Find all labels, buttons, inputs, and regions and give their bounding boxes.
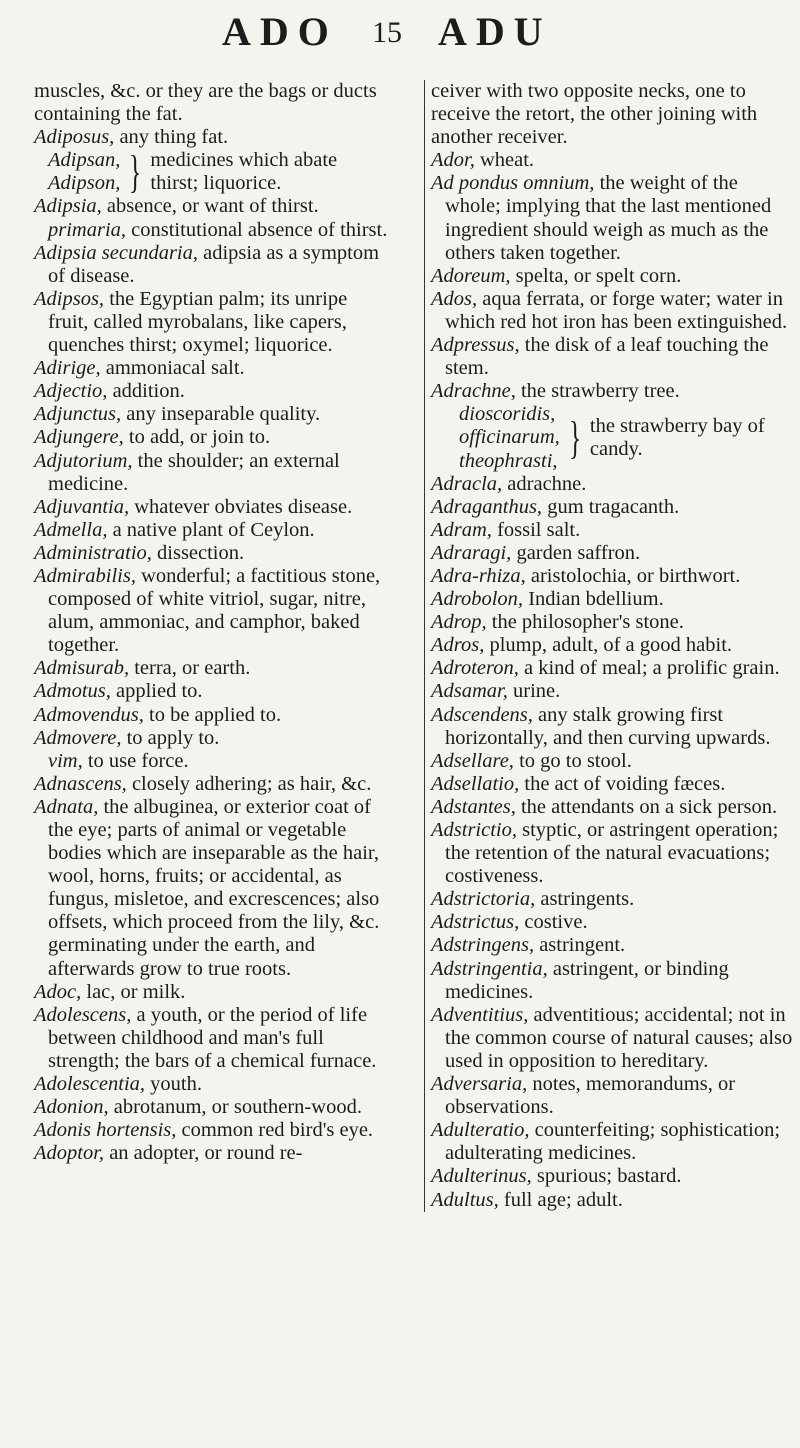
entry-definition: absence, or want of thirst. <box>101 195 319 218</box>
dictionary-entry <box>431 911 793 934</box>
entry-headword: Adstrictoria, <box>431 888 536 911</box>
entry-definition: to be applied to. <box>143 703 282 726</box>
entry-headword: Adoptor, <box>34 1142 105 1165</box>
entry-definition: notes, memorandums, or observations. <box>445 1073 736 1119</box>
dictionary-entry <box>34 380 390 403</box>
entry-definition: spurious; bastard. <box>531 1165 682 1188</box>
entry-definition: common red bird's eye. <box>176 1119 374 1142</box>
entry-headword: Adonion, <box>34 1096 109 1119</box>
left-column <box>34 80 390 1165</box>
page-header <box>0 8 800 68</box>
entry-definition: aristolochia, or birthwort. <box>525 564 741 587</box>
entry-definition: youth. <box>145 1073 202 1096</box>
entry-definition: ammoniacal salt. <box>100 357 245 380</box>
dictionary-entry <box>34 426 390 449</box>
entry-headword: Adjungere, <box>34 426 124 449</box>
entry-headword: Adolescens, <box>34 1003 132 1026</box>
dictionary-entry <box>431 380 793 403</box>
entry-definition: fossil salt. <box>491 518 581 541</box>
entry-headword: Adipsia, <box>34 195 102 218</box>
entry-definition: a youth, or the period of life between childhood and man's full strength; the bars of a chemical furnace. <box>48 1003 377 1072</box>
dictionary-entry <box>34 796 390 981</box>
running-head-left: ADO <box>222 9 338 54</box>
entry-headword: Adipsan, <box>48 149 121 172</box>
entry-definition: ceiver with two opposite necks, one to receive the retort, the other joining with another receiver. <box>431 80 758 149</box>
dictionary-entry <box>34 542 390 565</box>
dictionary-entry <box>431 496 793 519</box>
entry-definition: the weight of the whole; implying that the last mentioned ingredient should weigh as much as the others taken together. <box>445 172 772 264</box>
entry-headword: officinarum, <box>459 426 560 449</box>
entry-definition: wonderful; a factitious stone, composed of white vitriol, sugar, nitre, alum, ammoniac, and camphor, baked together. <box>48 564 381 657</box>
entry-definition: the strawberry tree. <box>515 380 680 403</box>
dictionary-entry <box>431 657 793 680</box>
entry-headword: Adracla, <box>431 472 503 495</box>
entry-definition: counterfeiting; sophistication; adulterating medicines. <box>445 1119 781 1165</box>
dictionary-entry <box>431 958 793 1004</box>
dictionary-entry <box>431 680 793 703</box>
entry-definition: to go to stool. <box>513 749 632 772</box>
entry-definition: medicines which abate thirst; liquorice. <box>150 149 338 195</box>
entry-headword: Adraganthus, <box>431 495 543 518</box>
dictionary-entry <box>34 1096 390 1119</box>
entry-headword: Adventitius, <box>431 1003 529 1026</box>
dictionary-entry <box>34 1073 390 1096</box>
dictionary-entry <box>431 1165 793 1188</box>
dictionary-entry <box>431 172 793 264</box>
entry-definition: closely adhering; as hair, &c. <box>126 772 372 795</box>
entry-headword: Adsellare, <box>431 749 514 772</box>
right-column <box>424 80 793 1212</box>
entry-definition: adrachne. <box>502 472 587 495</box>
dictionary-entry <box>34 565 390 657</box>
dictionary-entry <box>431 750 793 773</box>
dictionary-entry <box>34 727 390 750</box>
entry-headword: Adulteratio, <box>431 1119 530 1142</box>
entry-headword: Adjutorium, <box>34 449 133 472</box>
entry-headword: Adipsos, <box>34 287 105 310</box>
entry-definition: dissection. <box>151 541 245 564</box>
entry-headword: Adscendens, <box>431 703 533 726</box>
entry-definition: applied to. <box>110 680 203 703</box>
entry-headword: Adraragi, <box>431 541 512 564</box>
dictionary-entry <box>431 1004 793 1073</box>
entry-definition: the shoulder; an external medicine. <box>48 449 340 495</box>
dictionary-entry <box>431 796 793 819</box>
entry-headword: dioscoridis, <box>459 403 556 426</box>
entry-headword: Adstantes, <box>431 795 516 818</box>
dictionary-entry <box>431 611 793 634</box>
entry-definition: abrotanum, or southern-wood. <box>108 1096 362 1119</box>
dictionary-entry <box>431 634 793 657</box>
dictionary-entry <box>431 542 793 565</box>
entry-headword: vim, <box>48 749 83 772</box>
running-head-right: ADU <box>438 9 552 54</box>
entry-definition: spelta, or spelt corn. <box>510 264 682 287</box>
entry-headword: Adnata, <box>34 795 99 818</box>
entry-definition: the act of voiding fæces. <box>519 772 726 795</box>
dictionary-entry <box>34 403 390 426</box>
dictionary-entry <box>34 750 390 773</box>
entry-headword: Ador, <box>431 149 475 172</box>
dictionary-entry <box>431 403 793 472</box>
dictionary-entry <box>34 146 390 198</box>
dictionary-entry <box>431 473 793 496</box>
dictionary-entry <box>431 334 793 380</box>
dictionary-entry <box>34 1119 390 1142</box>
entry-headword: Adjectio, <box>34 380 108 403</box>
entry-headword: Admirabilis, <box>34 564 136 587</box>
dictionary-entry <box>431 565 793 588</box>
dictionary-entry <box>431 1189 793 1212</box>
entry-definition: garden saffron. <box>511 541 641 564</box>
dictionary-entry <box>431 1119 793 1165</box>
entry-definition: addition. <box>107 380 185 403</box>
entry-headword: Adoreum, <box>431 264 511 287</box>
entry-definition: lac, or milk. <box>81 980 186 1003</box>
entry-definition: an adopter, or round re- <box>104 1142 303 1165</box>
entry-headword: Adra-rhiza, <box>431 564 526 587</box>
entry-definition: astringents. <box>535 888 635 911</box>
entry-definition: plump, adult, of a good habit. <box>484 634 733 657</box>
entry-headword: Admovere, <box>34 726 122 749</box>
entry-definition: adipsia as a symptom of disease. <box>48 241 380 287</box>
dictionary-entry <box>34 288 390 357</box>
entry-headword: Adrobolon, <box>431 588 524 611</box>
entry-headword: Adonis hortensis, <box>34 1119 177 1142</box>
entry-headword: Adiposus, <box>34 126 115 149</box>
entry-definition: the attendants on a sick person. <box>515 795 778 818</box>
entry-definition: muscles, &c. or they are the bags or ducts containing the fat. <box>34 80 377 126</box>
entry-definition: the albuginea, or exterior coat of the eye; parts of animal or vegetable bodies which are inseparable as the hair, wool, horns, fruits; or accidental, as fungus, misletoe, and excrescences; also offsets, which proceed from the lily, &c. germinating under the earth, and afterwards grow to true roots. <box>48 795 380 980</box>
entry-headword: Adsellatio, <box>431 772 520 795</box>
entry-definition: styptic, or astringent operation; the retention of the natural evacuations; costiveness. <box>445 819 779 888</box>
entry-definition: Indian bdellium. <box>523 588 664 611</box>
entry-headword: Adjunctus, <box>34 403 122 426</box>
dictionary-entry <box>34 1142 390 1165</box>
entry-definition: adventitious; accidental; not in the common course of natural causes; also used in opposition to hereditary. <box>445 1003 793 1072</box>
entry-definition: astringent. <box>534 934 626 957</box>
dictionary-entry <box>431 819 793 888</box>
dictionary-entry <box>431 704 793 750</box>
dictionary-entry <box>34 1004 390 1073</box>
entry-headword: Adoc, <box>34 980 82 1003</box>
entry-headword: Adipsia secundaria, <box>34 241 198 264</box>
entry-headword: Adpressus, <box>431 334 520 357</box>
entry-headword: Admotus, <box>34 680 111 703</box>
dictionary-entry <box>431 80 793 149</box>
dictionary-entry <box>431 773 793 796</box>
dictionary-entry <box>34 126 390 149</box>
entry-definition: whatever obviates disease. <box>129 495 353 518</box>
dictionary-entry <box>34 242 390 288</box>
dictionary-entry <box>431 288 793 334</box>
entry-headword: primaria, <box>48 218 127 241</box>
dictionary-entry <box>431 934 793 957</box>
entry-headword: Ados, <box>431 287 478 310</box>
dictionary-entry <box>431 588 793 611</box>
dictionary-entry <box>34 195 390 218</box>
dictionary-entry <box>431 888 793 911</box>
entry-definition: full age; adult. <box>498 1188 623 1211</box>
dictionary-entry <box>34 981 390 1004</box>
brace-glyph: } <box>568 411 581 463</box>
entry-headword: Adversaria, <box>431 1073 528 1096</box>
entry-headword: Admella, <box>34 518 108 541</box>
entry-headword: Adnascens, <box>34 772 127 795</box>
entry-definition: urine. <box>507 680 561 703</box>
entry-headword: Adstringentia, <box>431 957 548 980</box>
entry-headword: Adjuvantia, <box>34 495 130 518</box>
dictionary-entry <box>34 357 390 380</box>
dictionary-entry <box>431 519 793 542</box>
entry-definition: astringent, or binding medicines. <box>445 957 729 1003</box>
dictionary-entry <box>34 219 390 242</box>
dictionary-entry <box>34 496 390 519</box>
entry-headword: Adram, <box>431 518 492 541</box>
dictionary-entry <box>34 773 390 796</box>
dictionary-entry <box>34 519 390 542</box>
entry-headword: Adirige, <box>34 357 101 380</box>
entry-headword: Adultus, <box>431 1188 499 1211</box>
entry-headword: Adrachne, <box>431 380 516 403</box>
entry-headword: theophrasti, <box>459 449 558 472</box>
entry-definition: to apply to. <box>121 726 220 749</box>
dictionary-entry <box>34 704 390 727</box>
entry-definition: any stalk growing first horizontally, and then curving upwards. <box>445 703 771 749</box>
dictionary-entry <box>34 450 390 496</box>
entry-definition: to add, or join to. <box>123 426 271 449</box>
page-number: 15 <box>372 16 402 49</box>
entry-headword: Adrop, <box>431 611 487 634</box>
entry-headword: Adsamar, <box>431 680 508 703</box>
entry-definition: the Egyptian palm; its unripe fruit, called myrobalans, like capers, quenches thirst; oxymel; liquorice. <box>48 287 348 357</box>
entry-headword: Administratio, <box>34 541 152 564</box>
dictionary-entry <box>34 657 390 680</box>
dictionary-entry <box>431 149 793 172</box>
entry-definition: the philosopher's stone. <box>486 611 684 634</box>
entry-definition: to use force. <box>82 749 189 772</box>
entry-headword: Adros, <box>431 634 485 657</box>
entry-headword: Adulterinus, <box>431 1165 532 1188</box>
entry-definition: any thing fat. <box>114 126 229 149</box>
entry-headword: Adipson, <box>48 172 121 195</box>
entry-definition: wheat. <box>474 149 535 172</box>
entry-headword: Adroteron, <box>431 657 519 680</box>
entry-definition: costive. <box>519 911 588 934</box>
entry-headword: Adolescentia, <box>34 1073 146 1096</box>
entry-headword: Admisurab, <box>34 657 130 680</box>
dictionary-entry <box>34 680 390 703</box>
entry-headword: Adstrictus, <box>431 911 520 934</box>
brace-glyph: } <box>129 146 142 198</box>
entry-definition: terra, or earth. <box>129 657 251 680</box>
entry-definition: a native plant of Ceylon. <box>107 518 315 541</box>
dictionary-entry <box>431 1073 793 1119</box>
entry-definition: the disk of a leaf touching the stem. <box>445 334 769 380</box>
entry-headword: Admovendus, <box>34 703 144 726</box>
entry-headword: Adstringens, <box>431 934 535 957</box>
entry-definition: the strawberry bay of candy. <box>589 414 765 460</box>
entry-headword: Adstrictio, <box>431 819 517 841</box>
entry-definition: a kind of meal; a prolific grain. <box>518 657 780 680</box>
entry-definition: constitutional absence of thirst. <box>126 218 388 241</box>
entry-definition: any inseparable quality. <box>121 403 321 426</box>
dictionary-entry <box>431 265 793 288</box>
entry-definition: aqua ferrata, or forge water; water in which red hot iron has been extinguished. <box>445 287 788 333</box>
entry-definition: gum tragacanth. <box>542 495 680 518</box>
dictionary-entry <box>34 80 390 126</box>
entry-headword: Ad pondus omnium, <box>431 172 595 195</box>
